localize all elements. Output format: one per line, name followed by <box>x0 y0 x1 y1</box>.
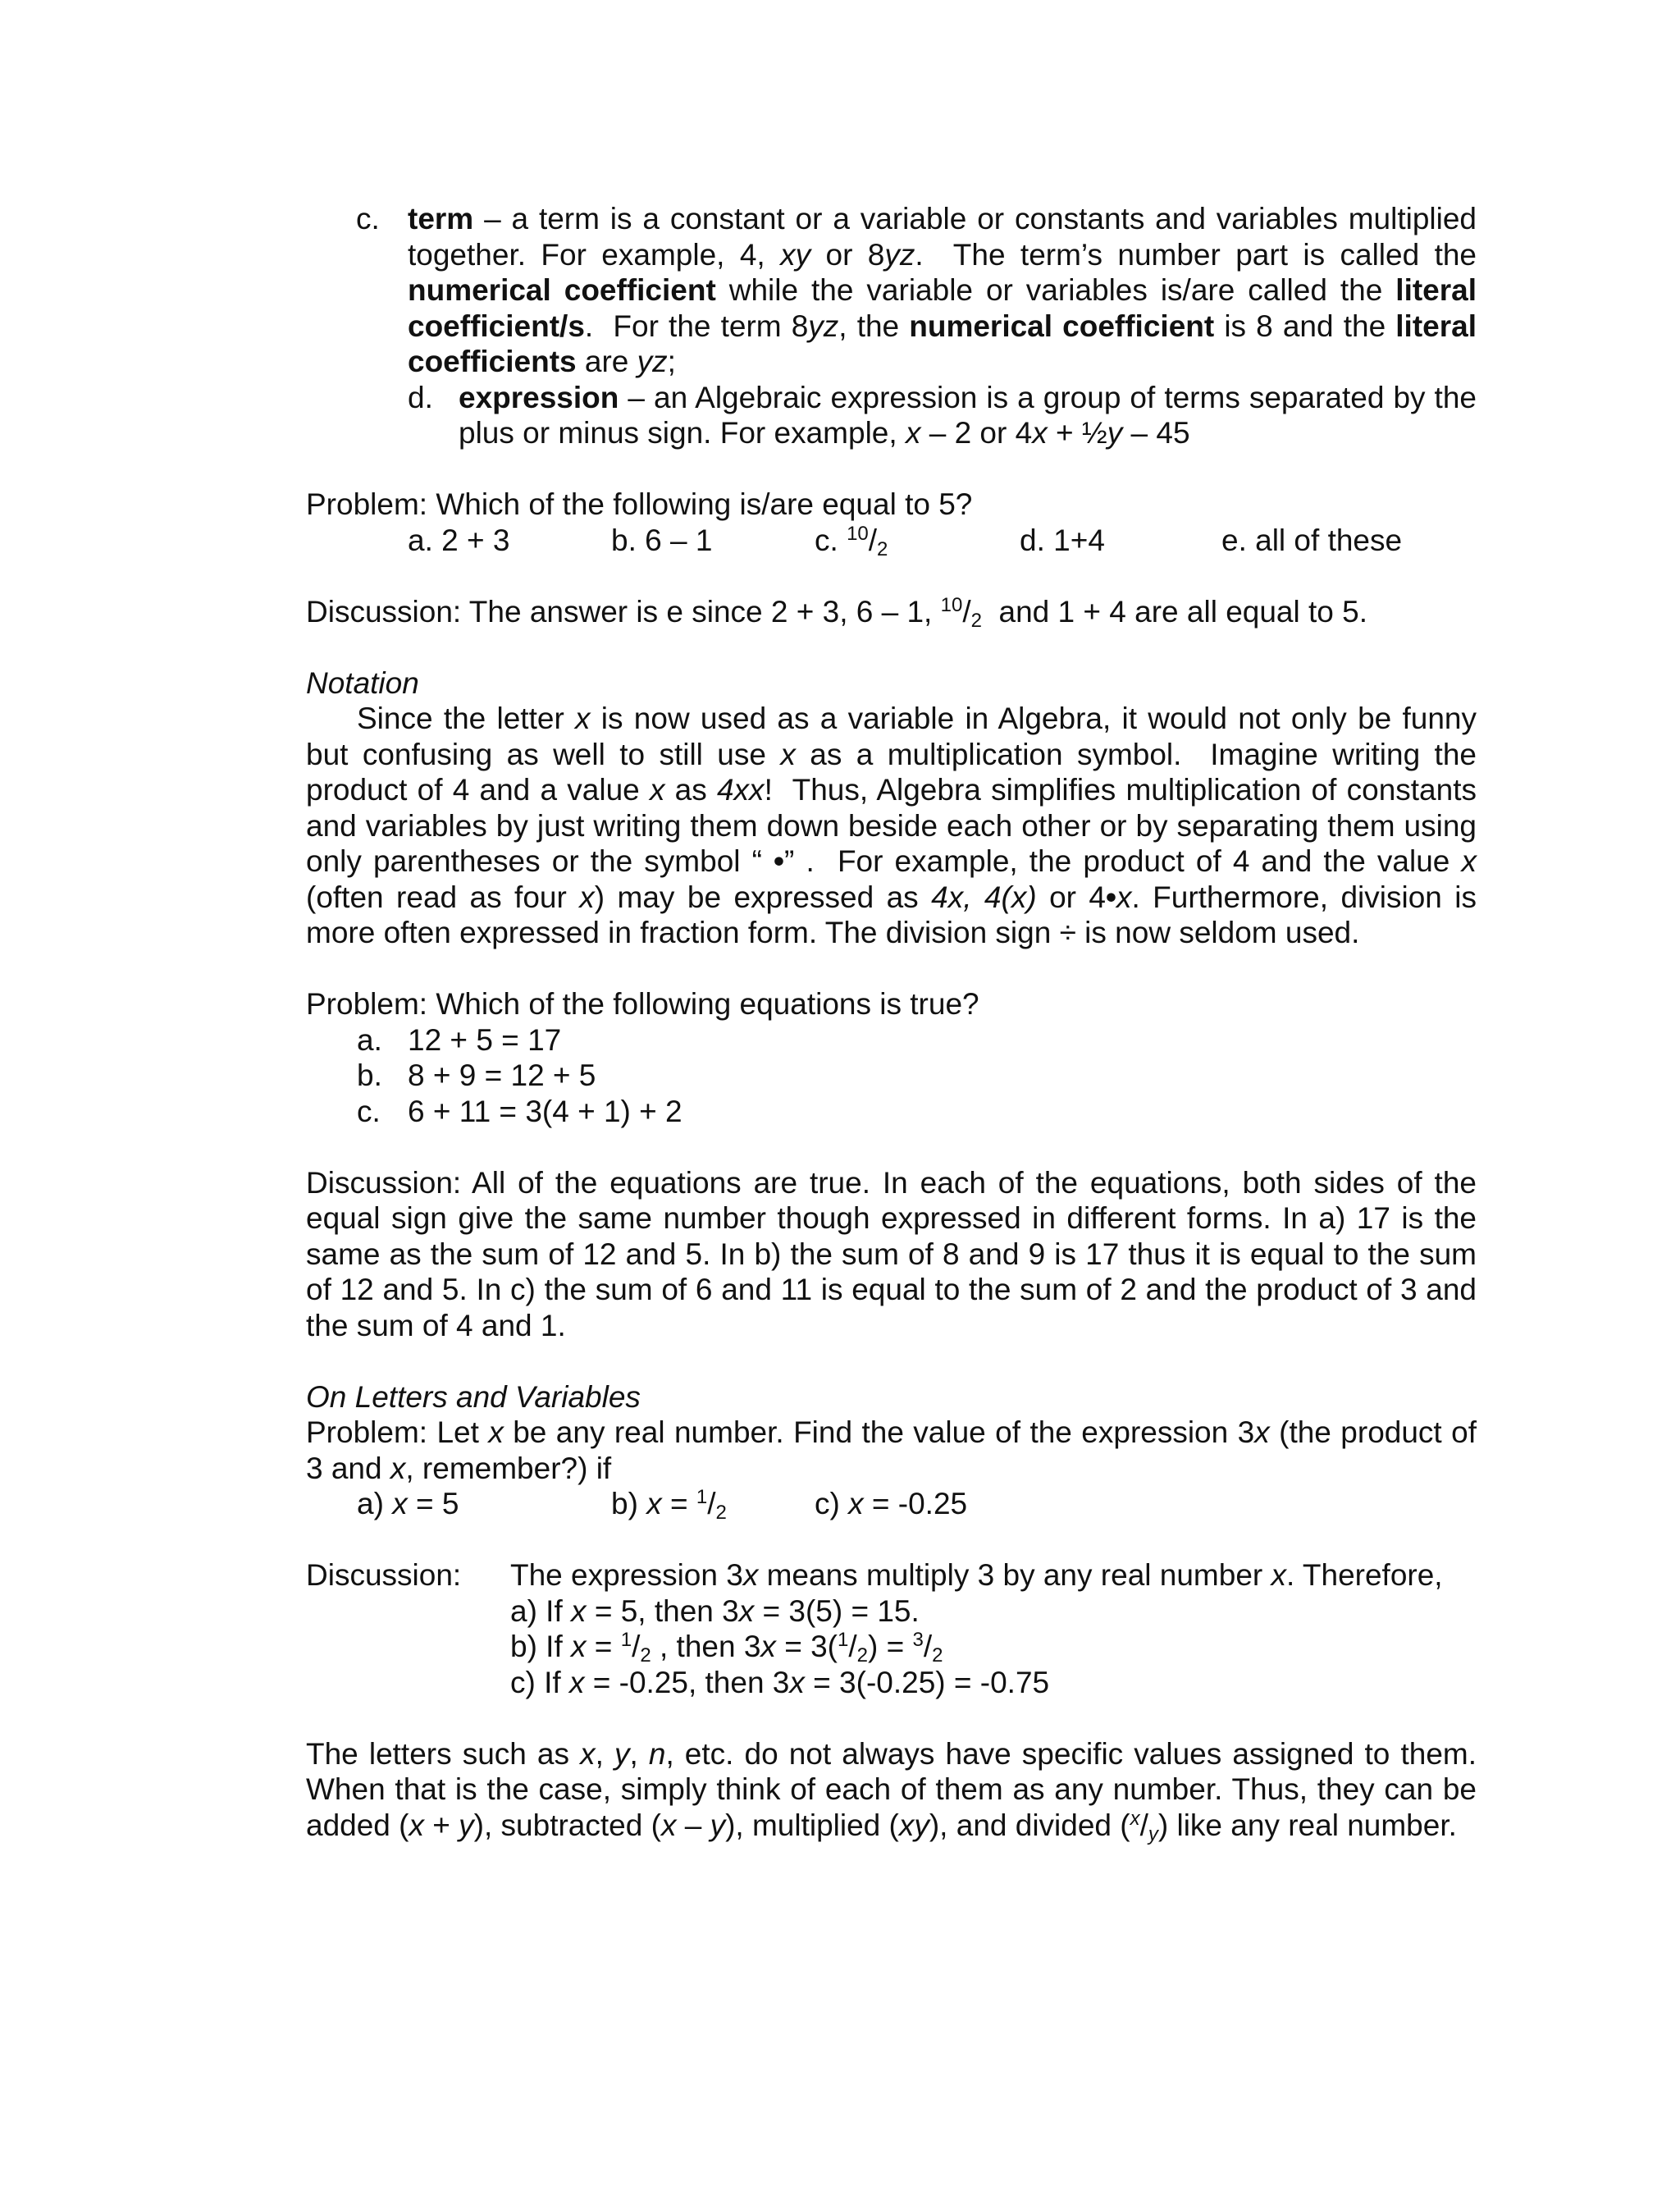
choice-a: a. 2 + 3 <box>408 523 510 557</box>
choice-b: b) $x = ^1/_2$ <box>611 1486 727 1524</box>
definition-expression: d. expression – an Algebraic expression is a group of terms separated by the plus or minus sign. For example, x – 2 or 4x + ½y – 45 <box>408 380 1477 450</box>
problem-3-question: Problem: Let x be any real number. Find the value of the expression 3x (the product of 3 and x, remember?) if <box>306 1415 1477 1485</box>
equation-item: c. 6 + 11 = 3(4 + 1) + 2 <box>357 1094 682 1128</box>
letters-heading: On Letters and Variables <box>306 1379 641 1414</box>
choice-d: d. 1+4 <box>1020 523 1105 557</box>
discussion-3-line-a: a) If x = 5, then 3x = 3(5) = 15. <box>510 1593 920 1628</box>
equation-item: a. 12 + 5 = 17 <box>357 1022 562 1057</box>
closing-paragraph: The letters such as x, y, n, etc. do not always have specific values assigned to them. When that is the case, simply think of each of them as any number. Thus, they can be added (x + y), subtracted (x – y), multiplied (xy), and divided $(^x/_y)$ like any real number. <box>306 1736 1477 1845</box>
document-content <box>306 201 1477 1843</box>
term-label: term <box>408 202 474 235</box>
problem-1-choices <box>306 523 1477 559</box>
discussion-3-line-c: c) If x = -0.25, then 3x = 3(-0.25) = -0.75 <box>510 1665 1050 1699</box>
notation-heading: Notation <box>306 665 419 700</box>
definition-term: c. term – a term is a constant or a variable or constants and variables multiplied together. For example, 4, xy or 8yz. The term’s number part is called the numerical coefficient while the variable or variables is/are called the literal coefficient/s. For the term 8yz, the numerical coefficient is 8 and the literal coefficients are yz; <box>356 202 1477 378</box>
discussion-3-line-b: b) If $x = ^1/_2$ , then $3x = 3(^1/_2) = ^3/_2$ <box>510 1629 943 1667</box>
equation-item: b. 8 + 9 = 12 + 5 <box>357 1058 596 1092</box>
discussion-label: Discussion: <box>306 1558 462 1592</box>
discussion-2: Discussion: All of the equations are true. In each of the equations, both sides of the equal sign give the same number though expressed in different forms. In a) 17 is the same as the sum of 12 and 5. In b) the sum of 8 and 9 is 17 thus it is equal to the sum of 12 and 5. In c) the sum of 6 and 11 is equal to the sum of 2 and the product of 3 and the sum of 4 and 1. <box>306 1165 1477 1342</box>
discussion-3-intro: The expression 3x means multiply 3 by any real number x. Therefore, <box>510 1558 1443 1592</box>
choice-b: b. 6 – 1 <box>611 523 713 557</box>
choice-e: e. all of these <box>1221 523 1403 557</box>
problem-1-question: Problem: Which of the following is/are equal to 5? <box>306 487 973 521</box>
choice-a: a) x = 5 <box>357 1487 459 1520</box>
list-marker: d. <box>408 380 433 414</box>
problem-3-choices <box>306 1486 1477 1522</box>
expression-label: expression <box>459 380 619 414</box>
notation-paragraph: Since the letter x is now used as a variable in Algebra, it would not only be funny but confusing as well to still use x as a multiplication symbol. Imagine writing the product of 4 and a value x as 4xx! Thus, Algebra simplifies multiplication of constants and variables by just writing them down beside each other or by separating them using only parentheses or the symbol “ •” . For example, the product of 4 and the value x (often read as four x) may be expressed as 4x, 4(x) or 4•x. Furthermore, division is more often expressed in fraction form. The division sign ÷ is now seldom used. <box>306 702 1477 949</box>
problem-2-question: Problem: Which of the following equations is true? <box>306 987 979 1021</box>
discussion-3 <box>306 1557 1477 1700</box>
list-marker: c. <box>356 202 380 235</box>
discussion-1: Discussion: The answer is e since 2 + 3, 6 – 1, $^{10}/_2$ and 1 + 4 are all equal to 5. <box>306 593 1368 632</box>
choice-c: c) x = -0.25 <box>815 1487 968 1520</box>
choice-c: c. $^{10}/_2$ <box>815 522 888 560</box>
